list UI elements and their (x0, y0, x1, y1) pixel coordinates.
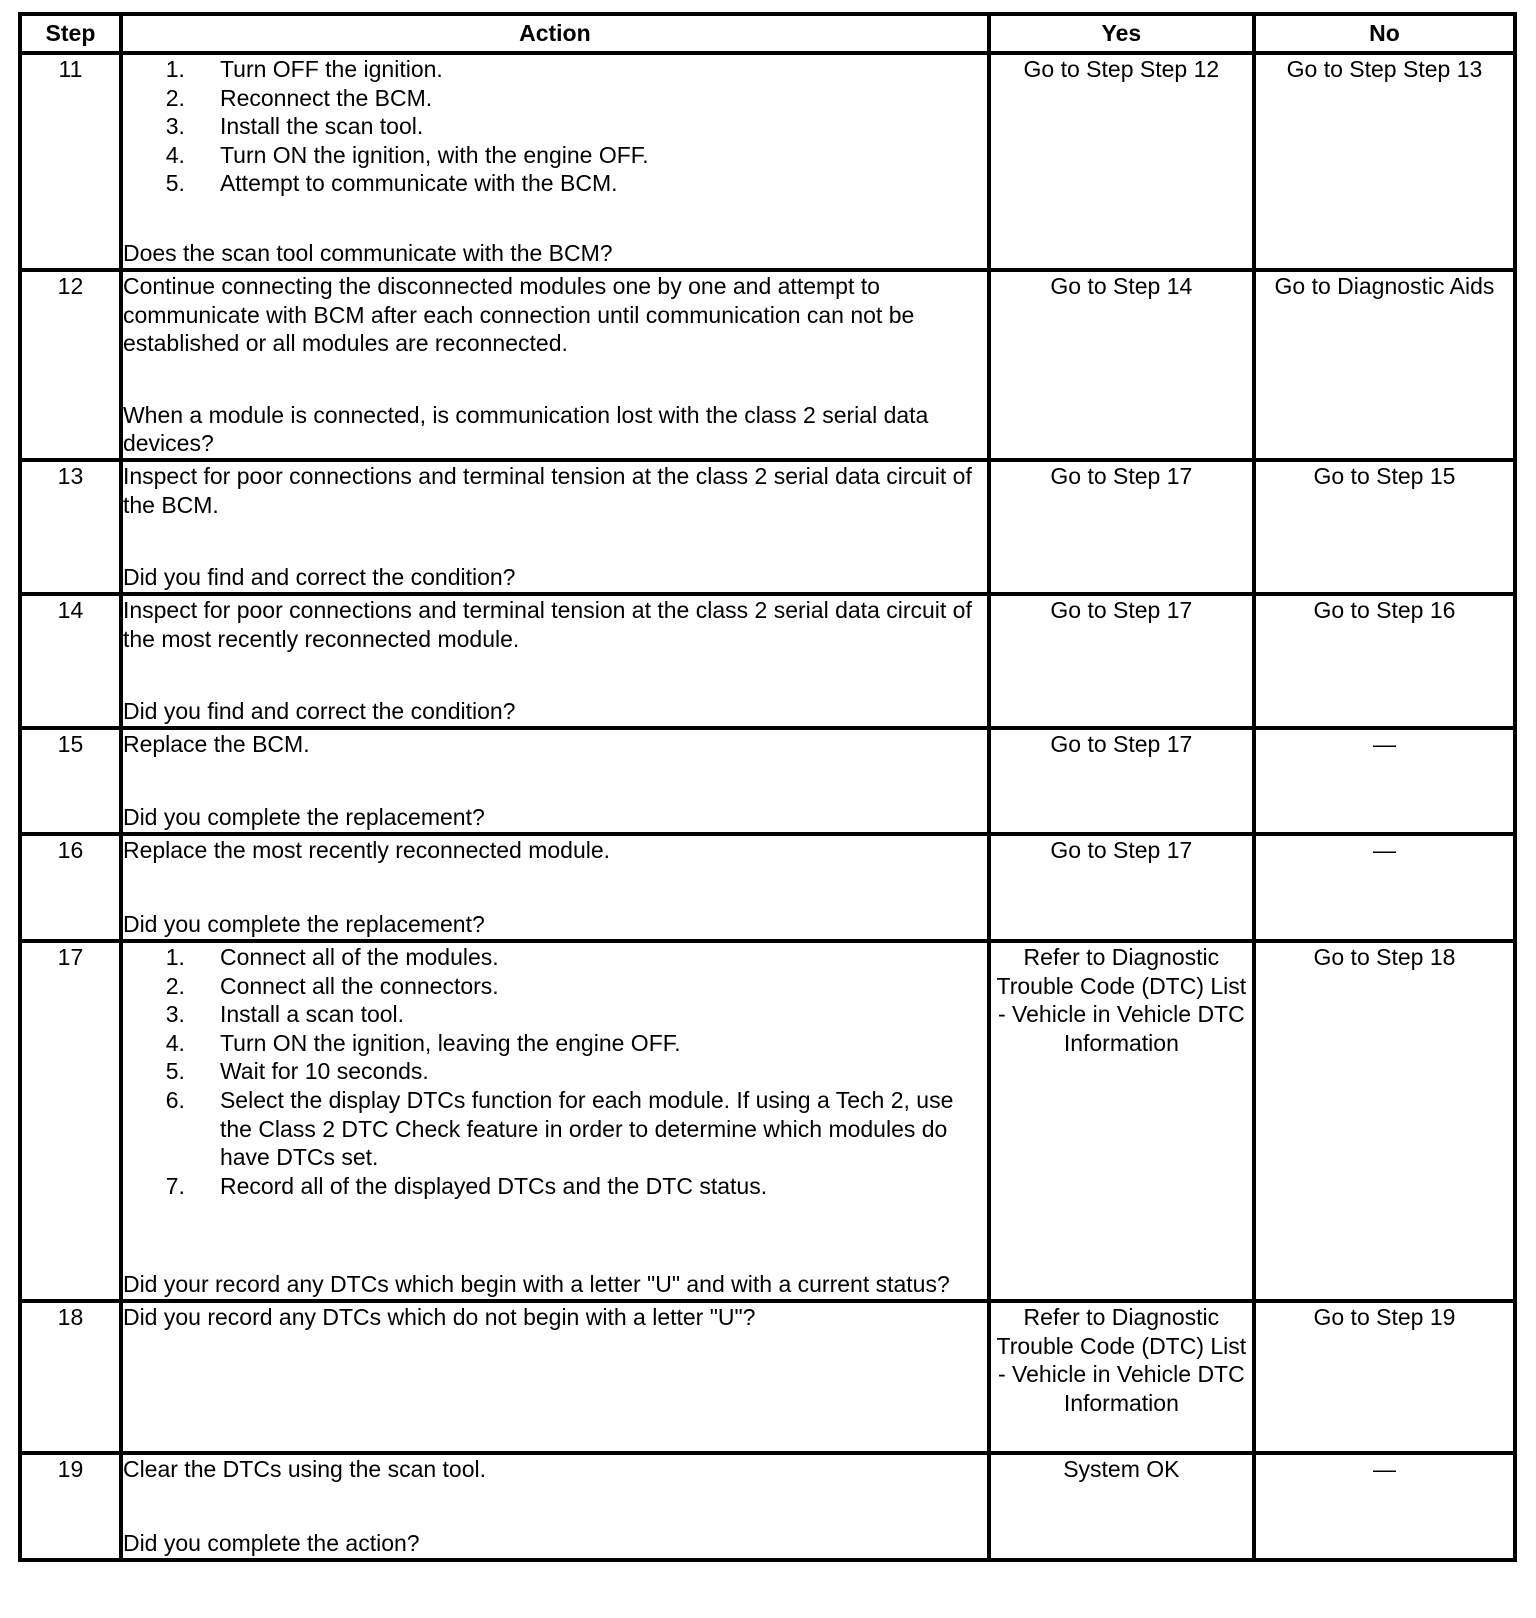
action-cell (121, 834, 989, 941)
question-text: Did you complete the action? (122, 1530, 420, 1557)
list-item: 1. Connect all of the modules. (165, 944, 499, 970)
question-text: Did you complete the replacement? (122, 911, 485, 938)
procedure-list (123, 55, 987, 198)
yes-result: Go to Step Step 12 (989, 53, 1254, 270)
question-text: Does the scan tool communicate with the BCM? (122, 240, 613, 267)
step-number: 14 (20, 594, 121, 728)
table-header-row (20, 14, 1515, 53)
no-result: Go to Step 18 (1254, 941, 1515, 1301)
action-text: Replace the BCM. (122, 731, 310, 757)
no-result: Go to Step 16 (1254, 594, 1515, 728)
action-cell (121, 594, 989, 728)
yes-result: Go to Step 17 (989, 594, 1254, 728)
table-row (20, 941, 1515, 1301)
action-cell (121, 1453, 989, 1560)
list-item: 3. Install the scan tool. (165, 113, 424, 140)
no-result: Go to Step 15 (1254, 460, 1515, 594)
action-cell (121, 460, 989, 594)
no-result: — (1254, 728, 1515, 834)
list-item: 2. Reconnect the BCM. (165, 84, 433, 111)
question-text: Did you find and correct the condition? (122, 564, 516, 591)
list-item: 7. Record all of the displayed DTCs and the DTC status. (165, 1172, 768, 1199)
diagnostic-table (18, 12, 1517, 1562)
table-row (20, 270, 1515, 460)
table-row (20, 1301, 1515, 1453)
yes-result: Refer to Diagnostic Trouble Code (DTC) List - Vehicle in Vehicle DTC Information (989, 941, 1254, 1301)
header-step: Step (20, 14, 121, 53)
table-row (20, 728, 1515, 834)
action-cell (121, 1301, 989, 1453)
table-row (20, 1453, 1515, 1560)
yes-result: Go to Step 17 (989, 834, 1254, 941)
header-action: Action (121, 14, 989, 53)
no-result: Go to Step 19 (1254, 1301, 1515, 1453)
list-item: 4. Turn ON the ignition, with the engine OFF. (165, 141, 649, 168)
step-number: 17 (20, 941, 121, 1301)
action-cell (121, 941, 989, 1301)
header-no: No (1254, 14, 1515, 53)
yes-result: Refer to Diagnostic Trouble Code (DTC) List - Vehicle in Vehicle DTC Information (989, 1301, 1254, 1453)
yes-result: Go to Step 14 (989, 270, 1254, 460)
no-result: — (1254, 834, 1515, 941)
action-text: Clear the DTCs using the scan tool. (122, 1456, 487, 1482)
list-item: 3. Install a scan tool. (165, 1001, 405, 1028)
action-text: Continue connecting the disconnected modules one by one and attempt to communicate with BCM after each connection until communication can not be established or all modules are reconnected. (122, 273, 915, 357)
question-text: Did you complete the replacement? (122, 804, 485, 831)
action-cell (121, 53, 989, 270)
step-number: 13 (20, 460, 121, 594)
list-item: 5. Wait for 10 seconds. (165, 1058, 429, 1085)
yes-result: System OK (989, 1453, 1254, 1560)
question-text: Did you find and correct the condition? (122, 698, 516, 725)
list-item: 6. Select the display DTCs function for each module. If using a Tech 2, use the Class 2 DTC Check feature in order to determine which modules do have DTCs set. (165, 1086, 954, 1171)
yes-result: Go to Step 17 (989, 728, 1254, 834)
list-item: 5. Attempt to communicate with the BCM. (165, 170, 618, 197)
no-result: Go to Step Step 13 (1254, 53, 1515, 270)
table-row (20, 53, 1515, 270)
procedure-list (123, 943, 987, 1200)
action-text: Inspect for poor connections and terminal tension at the class 2 serial data circuit of the most recently reconnected module. (122, 597, 972, 652)
step-number: 16 (20, 834, 121, 941)
yes-result: Go to Step 17 (989, 460, 1254, 594)
action-cell (121, 270, 989, 460)
step-number: 15 (20, 728, 121, 834)
step-number: 11 (20, 53, 121, 270)
step-number: 19 (20, 1453, 121, 1560)
list-item: 2. Connect all the connectors. (165, 972, 499, 999)
action-cell (121, 728, 989, 834)
action-text: Did you record any DTCs which do not begin with a letter "U"? (122, 1304, 756, 1330)
header-yes: Yes (989, 14, 1254, 53)
no-result: — (1254, 1453, 1515, 1560)
question-text: Did your record any DTCs which begin with a letter "U" and with a current status? (122, 1271, 950, 1298)
table-row (20, 460, 1515, 594)
no-result: Go to Diagnostic Aids (1254, 270, 1515, 460)
list-item: 4. Turn ON the ignition, leaving the engine OFF. (165, 1029, 681, 1056)
action-text: Inspect for poor connections and terminal tension at the class 2 serial data circuit of the BCM. (122, 463, 972, 518)
table-row (20, 594, 1515, 728)
step-number: 18 (20, 1301, 121, 1453)
question-text: When a module is connected, is communication lost with the class 2 serial data devices? (122, 401, 929, 457)
list-item: 1. Turn OFF the ignition. (165, 56, 443, 82)
action-text: Replace the most recently reconnected module. (122, 837, 611, 863)
step-number: 12 (20, 270, 121, 460)
table-row (20, 834, 1515, 941)
